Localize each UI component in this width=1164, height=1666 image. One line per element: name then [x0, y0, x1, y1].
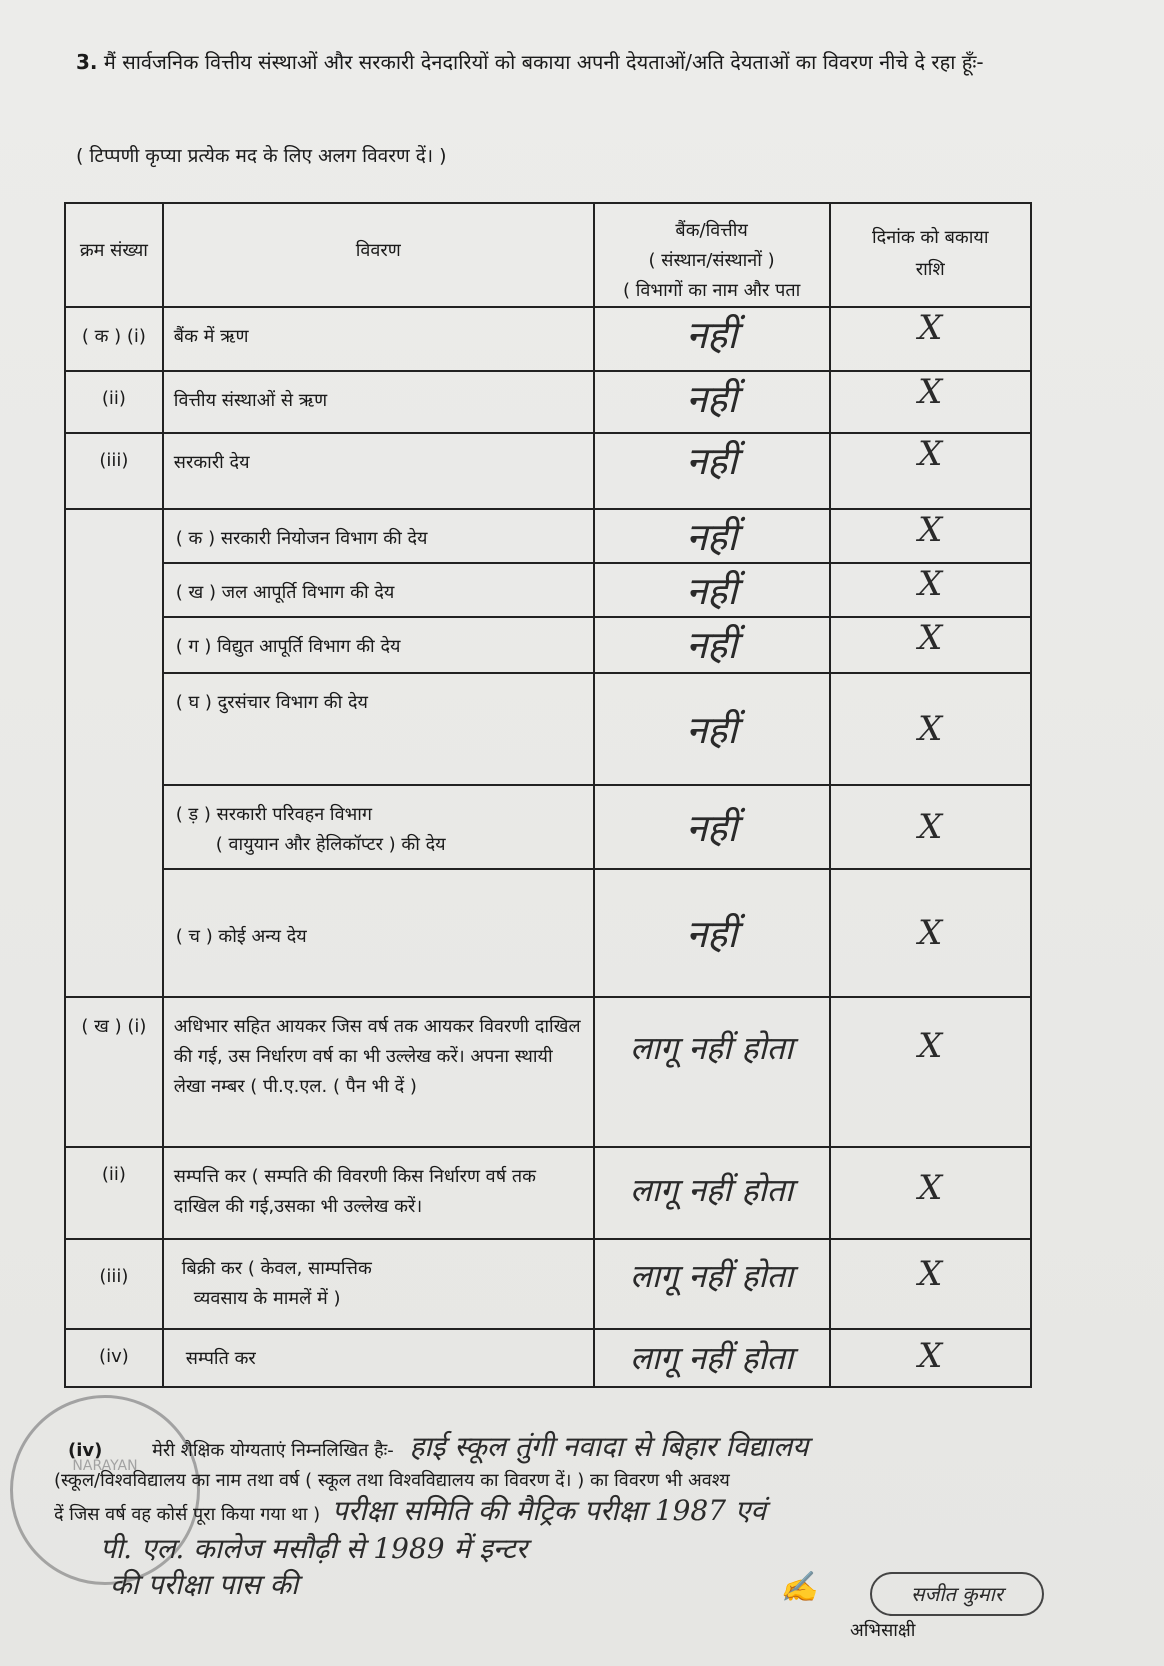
signature-scribble: ✍: [780, 1570, 818, 1605]
header-description: विवरण: [163, 203, 594, 307]
row-bank-handwritten: नहीं: [594, 785, 830, 869]
table-row: [65, 869, 1031, 997]
row-serial-empty: [65, 509, 163, 997]
header-bank-line3: ( विभागों का नाम और पता: [623, 280, 801, 301]
education-serial: (iv): [68, 1440, 103, 1461]
header-bank: [594, 203, 830, 307]
row-amount-cross: X: [830, 307, 1032, 371]
row-description: सम्पत्ति कर ( सम्पति की विवरणी किस निर्धारण वर्ष तक दाखिल की गई,उसका भी उल्लेख करें।: [163, 1147, 594, 1239]
signature-name: सजीत कुमार: [870, 1572, 1044, 1616]
education-line3: [54, 1496, 1134, 1530]
row-amount-cross: X: [830, 785, 1032, 869]
row-serial: (iii): [65, 433, 163, 509]
row-serial: ( ख ) (i): [65, 997, 163, 1147]
table-row: [65, 1147, 1031, 1239]
row-amount-cross: X: [830, 997, 1032, 1147]
row-description: [163, 785, 594, 869]
table-row: [65, 563, 1031, 617]
row-description-line2: ( वायुयान और हेलिकॉप्टर ) की देय: [215, 834, 446, 855]
row-amount-cross: X: [830, 673, 1032, 785]
row-description: ( च ) कोई अन्य देय: [163, 869, 594, 997]
table-row: [65, 785, 1031, 869]
row-amount-cross: X: [830, 563, 1032, 617]
education-printed-line3: दें जिस वर्ष वह कोर्स पूरा किया गया था ): [54, 1504, 321, 1525]
note-text: ( टिप्पणी कृप्या प्रत्येक मद के लिए अलग विवरण दें। ): [76, 145, 447, 167]
row-serial: (ii): [65, 371, 163, 433]
row-amount-cross: X: [830, 371, 1032, 433]
row-bank-handwritten: नहीं: [594, 869, 830, 997]
header-bank-line2: ( संस्थान/संस्थानों ): [648, 250, 775, 271]
table-row: [65, 617, 1031, 673]
education-handwritten-line1: हाई स्कूल तुंगी नवादा से बिहार विद्यालय: [409, 1430, 809, 1463]
row-bank-handwritten: नहीं: [594, 307, 830, 371]
row-amount-cross: X: [830, 617, 1032, 673]
row-amount-cross: X: [830, 433, 1032, 509]
header-amount-line2: राशि: [915, 259, 945, 280]
header-bank-line1: बैंक/वित्तीय: [675, 220, 748, 241]
header-amount: [830, 203, 1032, 307]
table-row: [65, 1329, 1031, 1387]
section-heading-text: मैं सार्वजनिक वित्तीय संस्थाओं और सरकारी देनदारियों को बकाया अपनी देयताओं/अति देयताओं का विवरण नीचे दे रहा हूँः-: [103, 50, 984, 74]
table-row: [65, 509, 1031, 563]
table-row: [65, 673, 1031, 785]
row-bank-handwritten: नहीं: [594, 673, 830, 785]
row-bank-handwritten: लागू नहीं होता: [594, 1329, 830, 1387]
stamp-text: NARAYAN: [72, 1458, 138, 1474]
header-serial: क्रम संख्या: [65, 203, 163, 307]
row-description-line2: व्यवसाय के मामलें में ): [193, 1288, 341, 1309]
section-number: 3.: [76, 50, 98, 74]
row-description-line1: बिक्री कर ( केवल, साम्पत्तिक: [181, 1258, 372, 1279]
row-amount-cross: X: [830, 1329, 1032, 1387]
row-serial: (iii): [65, 1239, 163, 1329]
education-handwritten-line5: की परीक्षा पास की: [110, 1568, 299, 1601]
row-description: सरकारी देय: [163, 433, 594, 509]
liabilities-table: [64, 202, 1032, 1388]
row-description: [163, 1239, 594, 1329]
table-header-row: [65, 203, 1031, 307]
header-amount-line1: दिनांक को बकाया: [872, 227, 989, 248]
table-row: [65, 433, 1031, 509]
table-row: [65, 307, 1031, 371]
education-handwritten-line3: परीक्षा समिति की मैट्रिक परीक्षा 1987 एवं: [331, 1494, 766, 1527]
attester-label: अभिसाक्षी: [850, 1620, 916, 1641]
row-description-line1: ( ड़ ) सरकारी परिवहन विभाग: [175, 804, 373, 825]
education-printed-line1: मेरी शैक्षिक योग्यताएं निम्नलिखित हैः-: [152, 1440, 394, 1461]
row-description: वित्तीय संस्थाओं से ऋण: [163, 371, 594, 433]
row-bank-handwritten: लागू नहीं होता: [594, 997, 830, 1147]
education-printed-line2: (स्कूल/विश्वविद्यालय का नाम तथा वर्ष ( स्कूल तथा विश्वविद्यालय का विवरण दें। ) का विवरण भी अवश्य: [54, 1470, 730, 1491]
row-amount-cross: X: [830, 1147, 1032, 1239]
row-description: ( क ) सरकारी नियोजन विभाग की देय: [163, 509, 594, 563]
row-serial: ( क ) (i): [65, 307, 163, 371]
row-serial: (ii): [65, 1147, 163, 1239]
row-description: ( घ ) दुरसंचार विभाग की देय: [163, 673, 594, 785]
row-bank-handwritten: नहीं: [594, 433, 830, 509]
row-bank-handwritten: लागू नहीं होता: [594, 1147, 830, 1239]
table-row: [65, 1239, 1031, 1329]
row-bank-handwritten: नहीं: [594, 509, 830, 563]
row-amount-cross: X: [830, 869, 1032, 997]
row-description: ( ग ) विद्युत आपूर्ति विभाग की देय: [163, 617, 594, 673]
education-line1: [54, 1432, 1134, 1466]
row-description: सम्पति कर: [163, 1329, 594, 1387]
row-bank-handwritten: नहीं: [594, 563, 830, 617]
table-row: [65, 371, 1031, 433]
row-amount-cross: X: [830, 1239, 1032, 1329]
row-bank-handwritten: नहीं: [594, 617, 830, 673]
education-handwritten-line4: पी. एल. कालेज मसौढ़ी से 1989 में इन्टर: [100, 1532, 528, 1565]
row-description: अधिभार सहित आयकर जिस वर्ष तक आयकर विवरणी दाखिल की गई, उस निर्धारण वर्ष का भी उल्लेख करें। अपना स्थायी लेखा नम्बर ( पी.ए.एल. ( पैन भी दें ): [163, 997, 594, 1147]
table-row: [65, 997, 1031, 1147]
row-amount-cross: X: [830, 509, 1032, 563]
row-description: ( ख ) जल आपूर्ति विभाग की देय: [163, 563, 594, 617]
row-bank-handwritten: लागू नहीं होता: [594, 1239, 830, 1329]
section-heading: [76, 44, 1086, 80]
row-bank-handwritten: नहीं: [594, 371, 830, 433]
row-serial: (iv): [65, 1329, 163, 1387]
row-description: बैंक में ऋण: [163, 307, 594, 371]
